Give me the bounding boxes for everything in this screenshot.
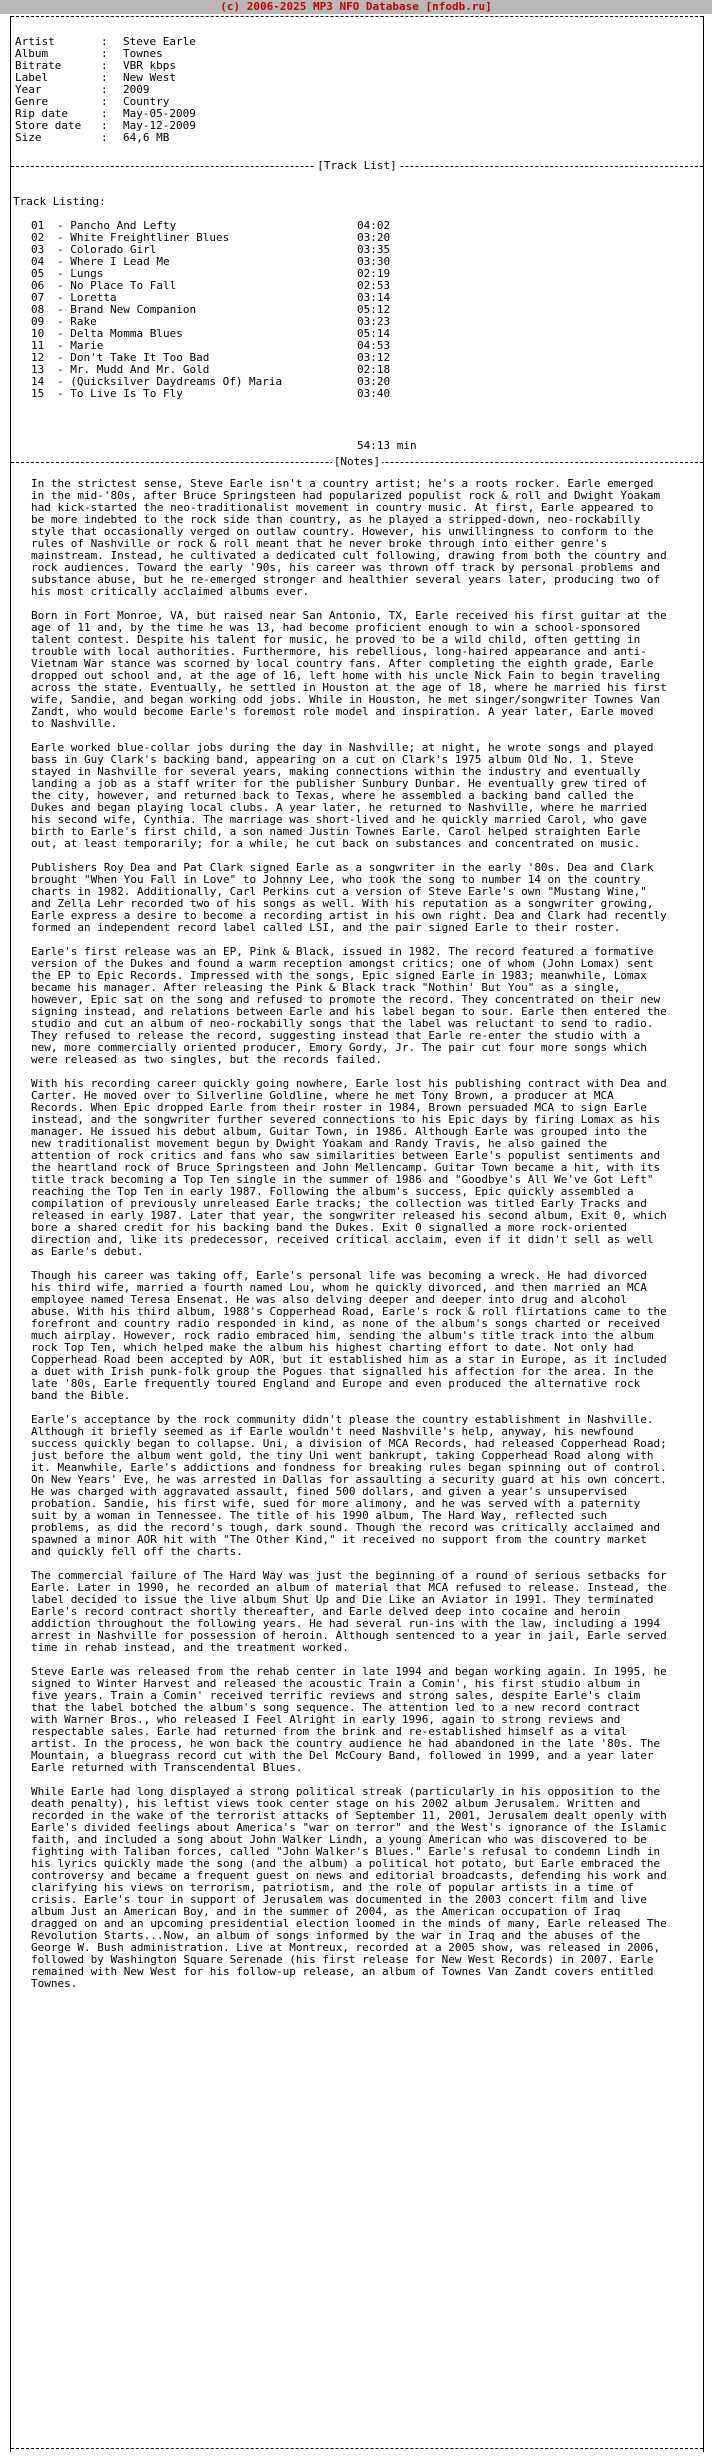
track-dash: - (57, 267, 71, 280)
track-title: Pancho And Lefty (70, 219, 177, 232)
site-header-bar (0, 0, 712, 14)
track-title: Where I Lead Me (70, 255, 170, 268)
track-duration: 04:53 (357, 339, 391, 352)
track-duration: 05:12 (357, 303, 391, 316)
info-key: Artist (15, 35, 55, 48)
track-duration: 03:23 (357, 315, 391, 328)
info-value: Country (123, 95, 170, 108)
track-number: 15 (31, 387, 45, 400)
track-duration: 02:53 (357, 279, 391, 292)
track-dash: - (57, 375, 71, 388)
info-separator: : (101, 83, 108, 96)
notes-paragraph: Though his career was taking off, Earle's personal life was becoming a wreck. He had divorced his third wife, married a fourth named Lou, whom he quickly divorced, and then married an MCA employee named Teresa Ensenat. He was also delving deeper and deeper into drug and alcohol abuse. With his third album, 1988's Copperhead Road, Earle's rock & roll flirtations came to the forefront and country radio responded in kind, as none of the album's songs charted or received much airplay. However, rock radio embraced him, sending the album's title track into the album rock Top Ten, which helped make the album his highest charting effort to date. Not only had Copperhead Road been accepted by AOR, but it established him as a star in Europe, as it included a duet with Irish punk-folk group the Pogues that signalled his affection for the area. In the late '80s, Earle frequently toured England and Europe and even produced the alternative rock band the Bible. (31, 1269, 667, 1402)
track-dash: - (57, 231, 71, 244)
track-duration: 03:20 (357, 231, 391, 244)
track-dash: - (57, 291, 71, 304)
track-dash: - (57, 279, 71, 292)
track-number: 12 (31, 351, 45, 364)
info-value: Steve Earle (123, 35, 196, 48)
track-number: 08 (31, 303, 45, 316)
info-value: New West (123, 71, 176, 84)
notes-paragraph: Born in Fort Monroe, VA, but raised near San Antonio, TX, Earle received his first guitar at the age of 11 and, by the time he was 13, had become proficient enough to win a school-sponsored talent contest. Despite his talent for music, he proved to be a wild child, often getting in trouble with local authorities. Furthermore, his rebellious, long-haired appearance and anti-Vietnam War stance was scorned by local country fans. After completing the eighth grade, Earle dropped out school and, at the age of 16, left home with his uncle Nick Fain to begin traveling across the state. Eventually, he settled in Houston at the age of 18, where he married his first wife, Sandie, and began working odd jobs. While in Houston, he met singer/songwriter Townes Van Zandt, who would become Earle's foremost role model and inspiration. A year later, Earle moved to Nashville. (31, 609, 667, 730)
track-title: Marie (70, 339, 104, 352)
notes-paragraph: Steve Earle was released from the rehab center in late 1994 and began working again. In 1995, he signed to Winter Harvest and released the acoustic Train a Comin', his first studio album in five years. Train a Comin' received terrific reviews and strong sales, despite Earle's claim that the label botched the album's song sequence. The attention led to a new record contract with Warner Bros., who released I Feel Alright in early 1996, again to strong reviews and respectable sales. Earle had returned from the brink and re-established himself as a vital artist. In the process, he won back the country audience he had abandoned in the late '80s. The Mountain, a bluegrass record cut with the Del McCoury Band, followed in 1999, and a year later Earle returned with Transcendental Blues. (31, 1665, 667, 1774)
notes-section-title: [Notes] (333, 455, 381, 468)
info-separator: : (101, 47, 108, 60)
track-dash: - (57, 351, 71, 364)
info-key: Year (15, 83, 42, 96)
site-copyright: (c) 2006-2025 MP3 NFO Database [nfodb.ru] (220, 0, 492, 13)
track-number: 10 (31, 327, 45, 340)
track-number: 02 (31, 231, 45, 244)
track-title: Loretta (70, 291, 117, 304)
track-title: No Place To Fall (70, 279, 177, 292)
track-duration: 03:35 (357, 243, 391, 256)
track-title: Lungs (70, 267, 104, 280)
track-number: 01 (31, 219, 45, 232)
track-title: White Freightliner Blues (70, 231, 230, 244)
info-value: May-12-2009 (123, 119, 196, 132)
track-number: 11 (31, 339, 45, 352)
track-number: 06 (31, 279, 45, 292)
track-dash: - (57, 243, 71, 256)
notes-paragraph: Earle worked blue-collar jobs during the day in Nashville; at night, he wrote songs and played bass in Guy Clark's backing band, appearing on a cut on Clark's 1975 album Old No. 1. Steve stayed in Nashville for several years, making connections within the industry and eventually landing a job as a staff writer for the publisher Sunbury Dunbar. He eventually grew tired of the city, however, and returned back to Texas, where he assembled a backing band called the Dukes and began playing local clubs. A year later, he returned to Nashville, where he married his second wife, Cynthia. The marriage was short-lived and he quickly married Carol, who gave birth to Earle's first child, a son named Justin Townes Earle. Carol helped straighten Earle out, at least temporarily; for a while, he cut back on substances and concentrated on music. (31, 741, 654, 850)
info-separator: : (101, 71, 108, 84)
notes-paragraph: The commercial failure of The Hard Way was just the beginning of a round of serious setbacks for Earle. Later in 1990, he recorded an album of material that MCA refused to release. Instead, the label decided to issue the live album Shut Up and Die Like an Aviator in 1991. They terminated Earle's record contract shortly thereafter, and Earle delved deep into cocaine and heroin addiction throughout the following years. He had several run-ins with the law, including a 1994 arrest in Nashville for possession of heroin. Although sentenced to a year in jail, Earle served time in rehab instead, and the treatment worked. (31, 1569, 667, 1654)
info-key: Rip date (15, 107, 68, 120)
notes-paragraph: Earle's acceptance by the rock community didn't please the country establishment in Nashville. Although it briefly seemed as if Earle wouldn't need Nashville's help, anyway, his newfound success quickly began to collapse. Uni, a division of MCA Records, had released Copperhead Road; just before the album went gold, the tiny Uni went bankrupt, taking Copperhead Road along with it. Meanwhile, Earle's addictions and fondness for breaking rules began spinning out of control. On New Years' Eve, he was arrested in Dallas for assaulting a security guard at his own concert. He was charged with aggravated assault, fined 500 dollars, and given a year's unsupervised probation. Sandie, his first wife, sued for more alimony, and he was served with a paternity suit by a woman in Tennessee. The title of his 1990 album, The Hard Way, reflected such problems, as did the record's tough, dark sound. Though the record was critically acclaimed and spawned a minor AOR hit with "The Other Kind," it received no support from the country market and quickly fell off the charts. (31, 1413, 667, 1558)
tracklist-section-title: [Track List] (317, 159, 397, 172)
track-number: 13 (31, 363, 45, 376)
track-number: 07 (31, 291, 45, 304)
info-row (15, 132, 196, 144)
nfo-frame (10, 16, 704, 2452)
info-separator: : (101, 59, 108, 72)
track-title: (Quicksilver Daydreams Of) Maria (70, 375, 283, 388)
track-dash: - (57, 339, 71, 352)
track-title: To Live Is To Fly (70, 387, 183, 400)
track-duration: 03:30 (357, 255, 391, 268)
notes-paragraph: Publishers Roy Dea and Pat Clark signed Earle as a songwriter in the early '80s. Dea and Clark brought "When You Fall in Love" to Johnny Lee, who took the song to number 14 on the country charts in 1982. Additionally, Carl Perkins cut a version of Steve Earle's own "Mustang Wine," and Zella Lehr recorded two of his songs as well. With his reputation as a songwriter growing, Earle express a desire to become a recording artist in his own right. Dea and Clark had recently formed an independent record label called LSI, and the pair signed Earle to their roster. (31, 861, 667, 934)
track-dash: - (57, 303, 71, 316)
notes-paragraph: Earle's first release was an EP, Pink & Black, issued in 1982. The record featured a formative version of the Dukes and found a warm reception amongst critics; one of whom (John Lomax) sent the EP to Epic Records. Impressed with the songs, Epic signed Earle in 1983; meanwhile, Lomax became his manager. After releasing the Pink & Black track "Nothin' But You" as a single, however, Epic sat on the song and refused to promote the record. They concentrated on their new signing instead, and relations between Earle and his label began to sour. Earle then entered the studio and cut an album of neo-rockabilly songs that the label was reluctant to send to radio. They refused to release the record, suggesting instead that Earle re-enter the studio with a new, more commercially oriented producer, Emory Gordy, Jr. The pair cut four more songs which were released as two singles, but the records failed. (31, 945, 667, 1066)
info-value: VBR kbps (123, 59, 176, 72)
track-duration: 05:14 (357, 327, 391, 340)
track-dash: - (57, 315, 71, 328)
info-key: Size (15, 131, 42, 144)
track-duration: 03:14 (357, 291, 391, 304)
bottom-divider (11, 2448, 703, 2449)
track-title: Colorado Girl (70, 243, 157, 256)
info-key: Label (15, 71, 49, 84)
track-duration: 02:18 (357, 363, 391, 376)
track-dash: - (57, 255, 71, 268)
info-key: Album (15, 47, 49, 60)
track-title: Mr. Mudd And Mr. Gold (70, 363, 210, 376)
info-key: Bitrate (15, 59, 62, 72)
track-duration: 03:20 (357, 375, 391, 388)
info-separator: : (101, 95, 108, 108)
info-separator: : (101, 35, 108, 48)
info-value: May-05-2009 (123, 107, 196, 120)
track-dash: - (57, 387, 71, 400)
top-divider (11, 16, 703, 17)
info-separator: : (101, 107, 108, 120)
track-title: Rake (70, 315, 97, 328)
info-key: Genre (15, 95, 49, 108)
release-info (15, 36, 196, 144)
info-value: Townes (123, 47, 163, 60)
track-number: 04 (31, 255, 45, 268)
track-number: 14 (31, 375, 45, 388)
track-title: Don't Take It Too Bad (70, 351, 210, 364)
notes-paragraph: With his recording career quickly going nowhere, Earle lost his publishing contract with Dea and Carter. He moved over to Silverline Goldline, where he met Tony Brown, a producer at MCA Records. When Epic dropped Earle from their roster in 1984, Brown persuaded MCA to sign Earle instead, and the songwriter further severed connections to his Epic days by firing Lomax as his manager. He issued his debut album, Guitar Town, in 1986. Although Earle was grouped into the new traditionalist movement begun by Dwight Yoakam and Randy Travis, he also gained the attention of rock critics and fans who saw similarities between Earle's populist sentiments and the heartland rock of Bruce Springsteen and John Mellencamp. Guitar Town became a hit, with its title track becoming a Top Ten single in the summer of 1986 and "Goodbye's All We've Got Left" reaching the Top Ten in early 1987. Following the album's success, Epic quickly assembled a compilation of previously unreleased Earle tracks; the collection was titled Early Tracks and released in early 1987. Later that year, the songwriter released his second album, Exit 0, which bore a shared credit for his backing band the Dukes. Exit 0 signalled a more rock-oriented direction and, like its predecessor, received critical acclaim, even if it didn't sell as well as Earle's debut. (31, 1077, 667, 1258)
track-dash: - (57, 219, 71, 232)
track-duration: 02:19 (357, 267, 391, 280)
info-separator: : (101, 131, 108, 144)
info-key: Store date (15, 119, 82, 132)
notes-paragraph: While Earle had long displayed a strong political streak (particularly in his opposition to the death penalty), his leftist views took center stage on his 2002 album Jerusalem. Written and recorded in the wake of the terrorist attacks of September 11, 2001, Jerusalem dealt openly with Earle's divided feelings about America's "war on terror" and the West's ignorance of the Islamic faith, and included a song about John Walker Lindh, a young American who was discovered to be fighting with Taliban forces, called "John Walker's Blues." Earle's refusal to condemn Lindh in his lyrics quickly made the song (and the album) a political hot potato, but Earle embraced the controversy and became a frequent guest on news and editorial broadcasts, defending his work and clarifying his views on terrorism, patriotism, and the role of popular artists in a time of crisis. Earle's tour in support of Jerusalem was documented in the 2003 concert film and live album Just an American Boy, and in the summer of 2004, as the American occupation of Iraq dragged on and an upcoming presidential election loomed in the minds of many, Earle released The Revolution Starts...Now, an album of songs informed by the war in Iraq and the abuses of the George W. Bush administration. Live at Montreux, recorded at a 2005 show, was released in 2006, followed by Washington Square Serenade (his first release for New West Records) in 2007. Earle remained with New West for his follow-up release, an album of Townes Van Zandt covers entitled Townes. (31, 1785, 667, 1990)
track-duration: 03:40 (357, 387, 391, 400)
info-separator: : (101, 119, 108, 132)
track-row (31, 388, 451, 400)
track-duration: 03:12 (357, 351, 391, 364)
tracklist-heading: Track Listing: (13, 195, 106, 208)
track-number: 05 (31, 267, 45, 280)
total-time: 54:13 min (357, 439, 417, 452)
info-value: 64,6 MB (123, 131, 170, 144)
notes-body (31, 478, 671, 2002)
track-number: 09 (31, 315, 45, 328)
track-number: 03 (31, 243, 45, 256)
track-title: Delta Momma Blues (70, 327, 183, 340)
notes-paragraph: In the strictest sense, Steve Earle isn't a country artist; he's a roots rocker. Earle emerged in the mid-'80s, after Bruce Springsteen had popularized populist rock & roll and Dwight Yoakam had kick-started the neo-traditionalist movement in country music. At first, Earle appeared to be more indebted to the rock side than country, as he played a stripped-down, neo-rockabilly style that occasionally verged on outlaw country. However, his unwillingness to conform to the rules of Nashville or rock & roll meant that he never broke through into either genre's mainstream. Instead, he cultivated a dedicated cult following, drawing from both the country and rock audiences. Toward the early '90s, his career was thrown off track by personal problems and substance abuse, but he re-emerged stronger and healthier several years later, producing two of his most critically acclaimed albums ever. (31, 477, 667, 598)
info-value: 2009 (123, 83, 150, 96)
track-title: Brand New Companion (70, 303, 197, 316)
track-dash: - (57, 327, 71, 340)
track-dash: - (57, 363, 71, 376)
track-duration: 04:02 (357, 219, 391, 232)
track-list (31, 220, 451, 400)
